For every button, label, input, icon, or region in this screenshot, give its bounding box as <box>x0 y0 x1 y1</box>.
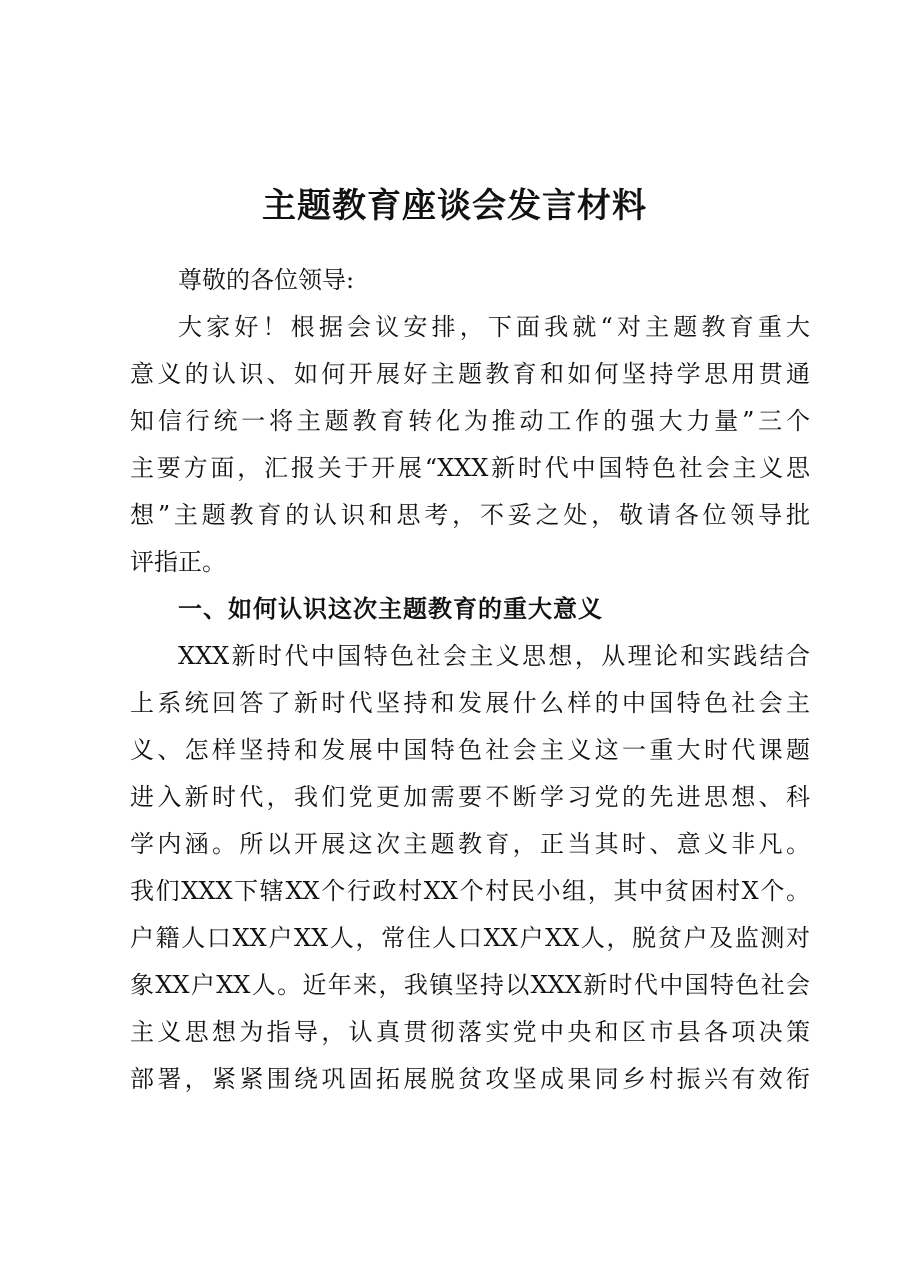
body-line-3: 义、怎样坚持和发展中国特色社会主义这一重大时代课题 <box>130 736 810 764</box>
intro-line-4: 主要方面，汇报关于开展“XXX新时代中国特色社会主义思 <box>130 454 810 482</box>
body-line-9: 主义思想为指导，认真贯彻落实党中央和区市县各项决策 <box>130 1018 810 1046</box>
body-line-2: 上系统回答了新时代坚持和发展什么样的中国特色社会主 <box>130 689 810 717</box>
body-line-4: 进入新时代，我们党更加需要不断学习党的先进思想、科 <box>130 783 810 811</box>
body-line-6: 我们XXX下辖XX个行政村XX个村民小组，其中贫困村X个。 <box>130 877 810 905</box>
section-heading: 一、如何认识这次主题教育的重大意义 <box>178 595 603 623</box>
intro-line-5: 想”主题教育的认识和思考，不妥之处，敬请各位领导批 <box>130 501 810 529</box>
intro-line-6: 评指正。 <box>130 548 226 576</box>
body-line-8: 象XX户XX人。近年来，我镇坚持以XXX新时代中国特色社会 <box>130 971 810 999</box>
salutation: 尊敬的各位领导: <box>178 266 355 294</box>
body-line-10: 部署，紧紧围绕巩固拓展脱贫攻坚成果同乡村振兴有效衔 <box>130 1065 810 1093</box>
intro-line-3: 知信行统一将主题教育转化为推动工作的强大力量”三个 <box>130 407 810 435</box>
intro-line-1: 大家好！根据会议安排，下面我就“对主题教育重大 <box>178 313 810 341</box>
body-line-7: 户籍人口XX户XX人，常住人口XX户XX人，脱贫户及监测对 <box>130 924 810 952</box>
body-line-5: 学内涵。所以开展这次主题教育，正当其时、意义非凡。 <box>130 830 810 858</box>
intro-line-2: 意义的认识、如何开展好主题教育和如何坚持学思用贯通 <box>130 360 810 388</box>
document-title: 主题教育座谈会发言材料 <box>262 186 647 226</box>
body-line-1: XXX新时代中国特色社会主义思想，从理论和实践结合 <box>178 642 810 670</box>
